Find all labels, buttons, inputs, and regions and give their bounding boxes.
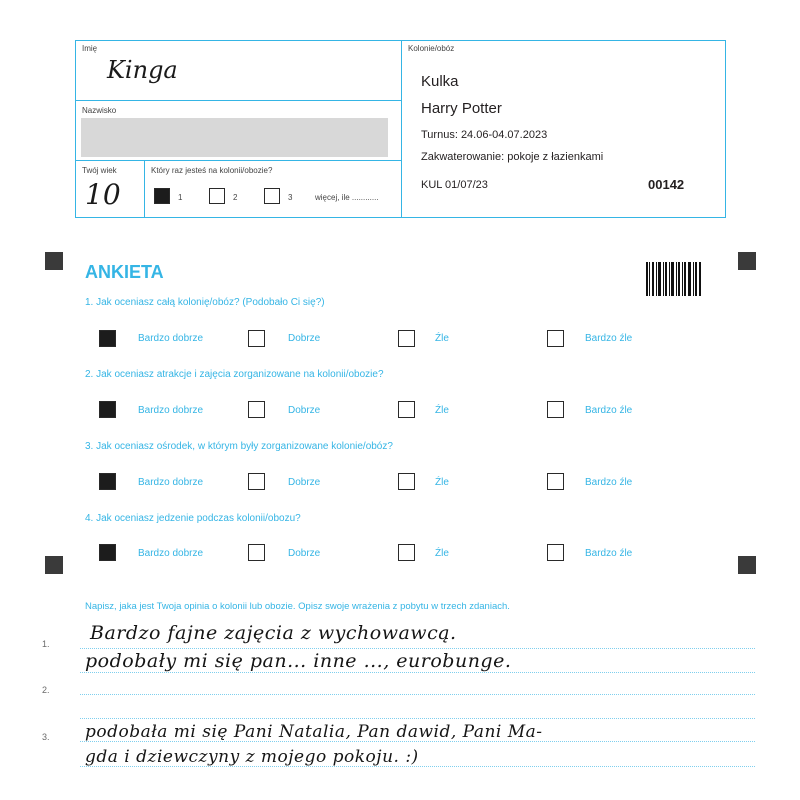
q1-checkbox-bardzo-dobrze[interactable]: [99, 330, 116, 347]
line-number-3: 3.: [42, 732, 50, 742]
ktory-raz-option-2: 2: [233, 193, 238, 202]
q4-checkbox-zle[interactable]: [398, 544, 415, 561]
kolonie-label: Kolonie/obóz: [408, 44, 455, 53]
q3-label-dobrze: Dobrze: [288, 477, 321, 488]
q4-checkbox-dobrze[interactable]: [248, 544, 265, 561]
question-1-text: 1. Jak oceniasz całą kolonię/obóz? (Podobało Ci się?): [85, 297, 325, 308]
q2-label-bardzo-zle: Bardzo źle: [585, 405, 633, 416]
opinion-line-2b: [80, 718, 755, 719]
q2-label-bardzo-dobrze: Bardzo dobrze: [138, 405, 204, 416]
question-2-text: 2. Jak oceniasz atrakcje i zajęcia zorganizowane na kolonii/obozie?: [85, 369, 384, 380]
ktory-raz-checkbox-2[interactable]: [209, 188, 225, 204]
line-number-1: 1.: [42, 639, 50, 649]
q1-checkbox-dobrze[interactable]: [248, 330, 265, 347]
q2-label-zle: Źle: [435, 405, 449, 416]
q2-checkbox-zle[interactable]: [398, 401, 415, 418]
q4-label-bardzo-dobrze: Bardzo dobrze: [138, 548, 204, 559]
ktory-raz-option-1: 1: [178, 193, 183, 202]
handwriting-line-4: gda i dziewczyny z mojego pokoju. :): [85, 747, 419, 767]
wiecej-label: więcej, ile ............: [315, 193, 379, 202]
registration-marker-br: [738, 556, 756, 574]
q2-checkbox-bardzo-dobrze[interactable]: [99, 401, 116, 418]
opinion-prompt: Napisz, jaka jest Twoja opinia o kolonii lub obozie. Opisz swoje wrażenia z pobytu w trzech zdaniach.: [85, 601, 510, 612]
q4-label-zle: Źle: [435, 548, 449, 559]
q4-checkbox-bardzo-zle[interactable]: [547, 544, 564, 561]
camp-theme: Harry Potter: [421, 100, 502, 117]
q3-checkbox-zle[interactable]: [398, 473, 415, 490]
q1-label-bardzo-zle: Bardzo źle: [585, 333, 633, 344]
wiek-label: Twój wiek: [82, 166, 117, 175]
q1-checkbox-zle[interactable]: [398, 330, 415, 347]
header-divider-2: [75, 160, 401, 161]
ktory-raz-checkbox-3[interactable]: [264, 188, 280, 204]
q4-label-bardzo-zle: Bardzo źle: [585, 548, 633, 559]
q3-checkbox-bardzo-dobrze[interactable]: [99, 473, 116, 490]
handwriting-line-2: podobały mi się pan... inne ..., eurobunge.: [85, 650, 512, 672]
question-4-text: 4. Jak oceniasz jedzenie podczas kolonii/obozu?: [85, 513, 301, 524]
ktory-raz-checkbox-1[interactable]: [154, 188, 170, 204]
q1-label-bardzo-dobrze: Bardzo dobrze: [138, 333, 204, 344]
handwriting-line-3: podobała mi się Pani Natalia, Pan dawid, Pani Ma-: [85, 722, 543, 742]
q2-checkbox-bardzo-zle[interactable]: [547, 401, 564, 418]
line-number-2: 2.: [42, 685, 50, 695]
opinion-line-1b: [80, 672, 755, 673]
opinion-line-2: [80, 694, 755, 695]
wiek-value: 10: [85, 178, 121, 211]
turnus: Turnus: 24.06-04.07.2023: [421, 129, 548, 141]
nazwisko-label: Nazwisko: [82, 106, 117, 115]
q3-label-zle: Źle: [435, 477, 449, 488]
q2-checkbox-dobrze[interactable]: [248, 401, 265, 418]
survey-title: ANKIETA: [85, 262, 164, 282]
zakwaterowanie: Zakwaterowanie: pokoje z łazienkami: [421, 151, 604, 163]
q3-label-bardzo-zle: Bardzo źle: [585, 477, 633, 488]
header-divider-1: [75, 100, 401, 101]
q1-label-dobrze: Dobrze: [288, 333, 321, 344]
barcode-icon: [646, 262, 702, 296]
camp-code: KUL 01/07/23: [421, 179, 488, 191]
registration-marker-tl: [45, 252, 63, 270]
registration-marker-tr: [738, 252, 756, 270]
header-divider-vertical: [401, 40, 402, 218]
opinion-line-1: [80, 648, 755, 649]
ktory-raz-option-3: 3: [288, 193, 293, 202]
header-divider-age: [144, 160, 145, 218]
imie-label: Imię: [82, 44, 98, 53]
nazwisko-redacted: [81, 118, 388, 157]
q4-label-dobrze: Dobrze: [288, 548, 321, 559]
q3-checkbox-bardzo-zle[interactable]: [547, 473, 564, 490]
q1-label-zle: Źle: [435, 333, 449, 344]
registration-marker-bl: [45, 556, 63, 574]
q2-label-dobrze: Dobrze: [288, 405, 321, 416]
q3-checkbox-dobrze[interactable]: [248, 473, 265, 490]
ktory-raz-label: Który raz jesteś na kolonii/obozie?: [151, 166, 273, 175]
q3-label-bardzo-dobrze: Bardzo dobrze: [138, 477, 204, 488]
question-3-text: 3. Jak oceniasz ośrodek, w którym były zorganizowane kolonie/obóz?: [85, 441, 393, 452]
imie-value: Kinga: [107, 56, 178, 84]
handwriting-line-1: Bardzo fajne zajęcia z wychowawcą.: [90, 622, 457, 644]
form-number: 00142: [648, 177, 685, 192]
q4-checkbox-bardzo-dobrze[interactable]: [99, 544, 116, 561]
q1-checkbox-bardzo-zle[interactable]: [547, 330, 564, 347]
camp-name: Kulka: [421, 73, 459, 90]
